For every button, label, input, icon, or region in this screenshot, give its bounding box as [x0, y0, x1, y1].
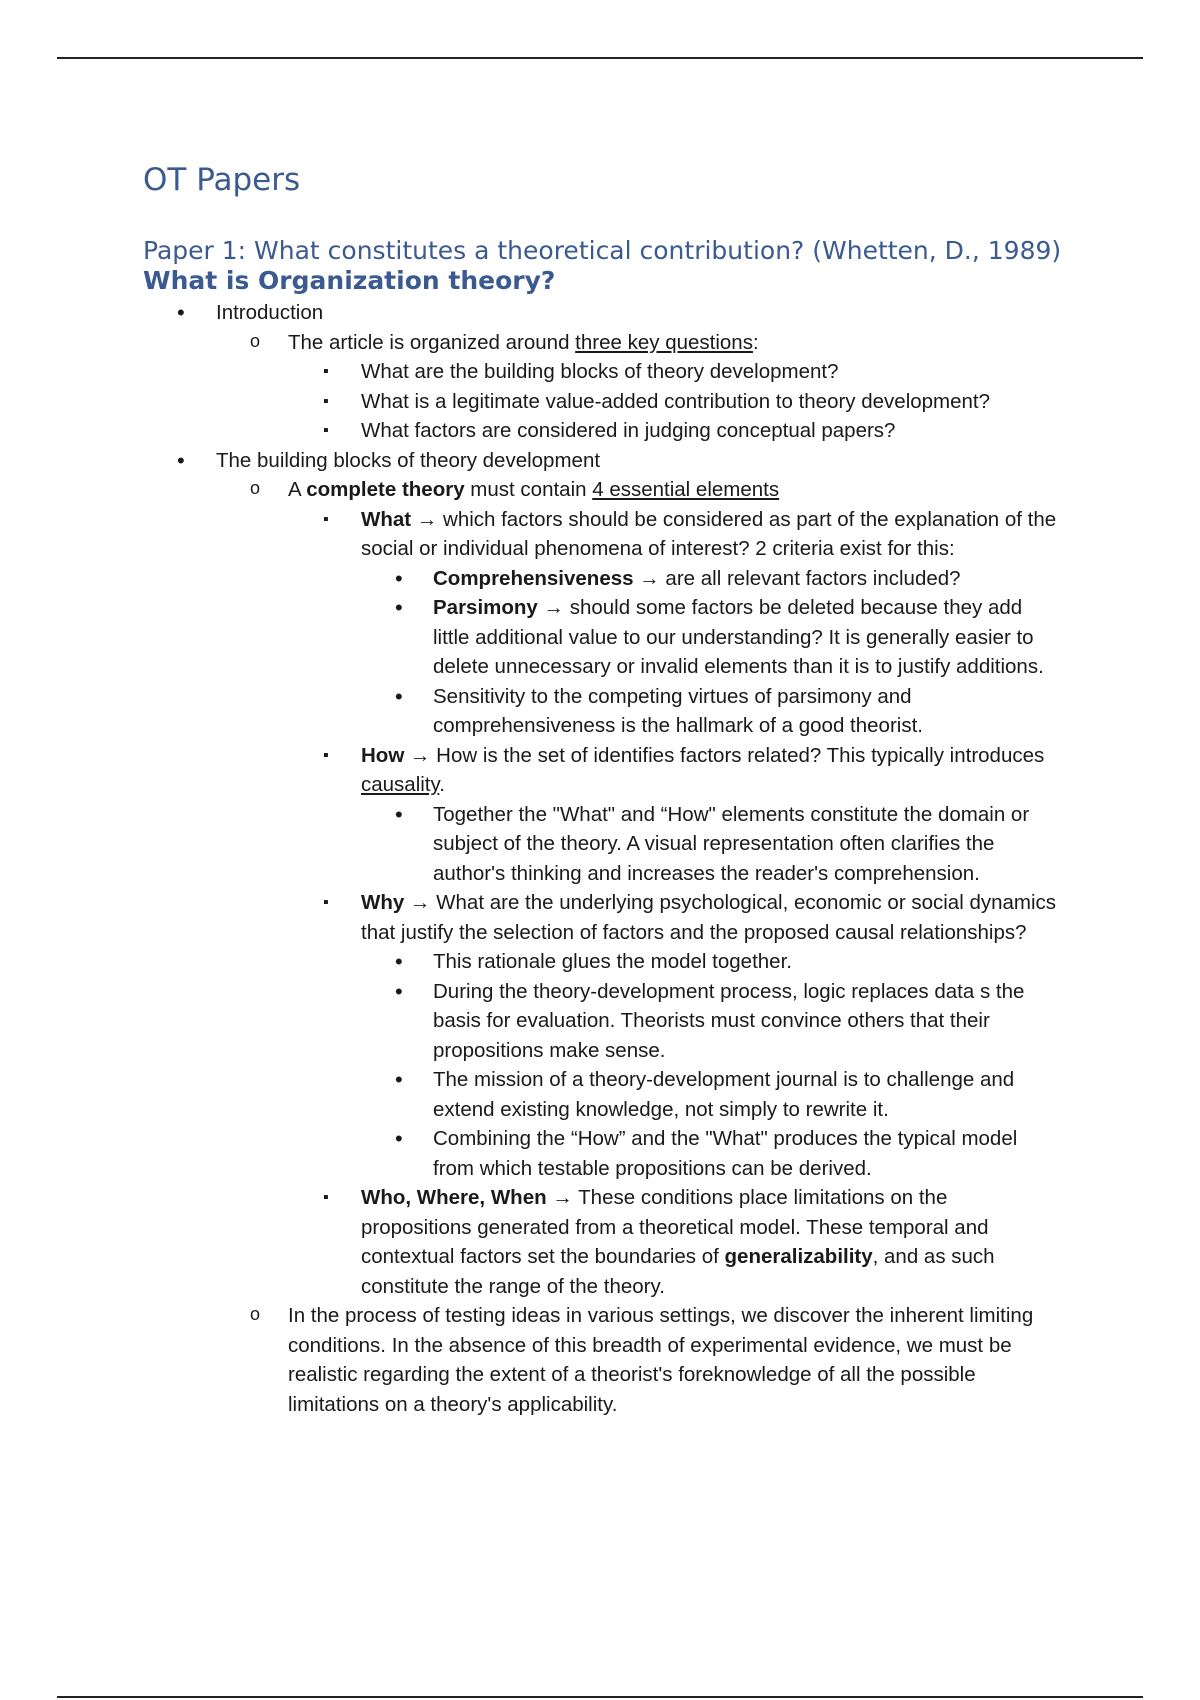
paper-heading-strong: What is Organization theory?	[143, 266, 556, 295]
top-rule	[57, 57, 1143, 59]
why-sub: • Combining the “How” and the "What" produces the typical model from which testable propositions can be derived.	[143, 1124, 1063, 1183]
bullet-introduction: • Introduction	[143, 298, 1063, 328]
arrow-icon: →	[409, 891, 431, 914]
paper-heading	[143, 236, 1063, 296]
element-what: ▪ What → which factors should be considered as part of the explanation of the social or individual phenomena of interest? 2 criteria exist for this:	[143, 505, 1063, 564]
page-content	[143, 160, 1063, 1419]
complete-theory: o A complete theory must contain 4 essential elements	[143, 475, 1063, 505]
how-sub: • Together the "What" and “How" elements constitute the domain or subject of the theory. A visual representation often clarifies the author's thinking and increases the reader's comprehension.	[143, 800, 1063, 889]
bullet-building-blocks: • The building blocks of theory development	[143, 446, 1063, 476]
sensitivity-note: • Sensitivity to the competing virtues of parsimony and comprehensiveness is the hallmark of a good theorist.	[143, 682, 1063, 741]
arrow-icon: →	[552, 1186, 573, 1209]
causality: causality	[361, 773, 440, 796]
article-organization: o The article is organized around three key questions:	[143, 328, 1063, 358]
question-item: ▪ What is a legitimate value-added contribution to theory development?	[143, 387, 1063, 417]
arrow-icon: →	[639, 566, 660, 590]
bottom-rule	[57, 1696, 1143, 1698]
arrow-icon: →	[543, 596, 565, 619]
three-key-questions: three key questions	[575, 330, 753, 354]
element-who-where-when: ▪ Who, Where, When → These conditions place limitations on the propositions generated from a theoretical model. These temporal and contextual factors set the boundaries of generalizability, and as such constitute the range of the theory.	[143, 1183, 1063, 1301]
why-sub: • During the theory-development process, logic replaces data s the basis for evaluation. Theorists must convince others that their propositions make sense.	[143, 977, 1063, 1066]
question-item: ▪ What factors are considered in judging conceptual papers?	[143, 416, 1063, 446]
why-sub: • This rationale glues the model together.	[143, 947, 1063, 977]
criterion-parsimony: • Parsimony → should some factors be deleted because they add little additional value to our understanding? It is generally easier to delete unnecessary or invalid elements than it is to justify additions.	[143, 593, 1063, 682]
question-item: ▪ What are the building blocks of theory development?	[143, 357, 1063, 387]
why-sub: • The mission of a theory-development journal is to challenge and extend existing knowledge, not simply to rewrite it.	[143, 1065, 1063, 1124]
element-why: ▪ Why → What are the underlying psychological, economic or social dynamics that justify the selection of factors and the proposed causal relationships?	[143, 888, 1063, 947]
criterion-comprehensiveness: • Comprehensiveness → are all relevant factors included?	[143, 564, 1063, 594]
arrow-icon: →	[416, 507, 438, 531]
element-how: ▪ How → How is the set of identifies factors related? This typically introduces causality.	[143, 741, 1063, 800]
paper-heading-normal: Paper 1: What constitutes a theoretical contribution? (Whetten, D., 1989)	[143, 236, 1062, 265]
testing-ideas: o In the process of testing ideas in various settings, we discover the inherent limiting conditions. In the absence of this breadth of experimental evidence, we must be realistic regarding the extent of a theorist's foreknowledge of all the possible limitations on a theory's applicability.	[143, 1301, 1063, 1419]
outline	[143, 298, 1063, 1419]
document-title: OT Papers	[143, 162, 301, 198]
arrow-icon: →	[409, 743, 431, 767]
essential-elements: 4 essential elements	[592, 478, 780, 501]
